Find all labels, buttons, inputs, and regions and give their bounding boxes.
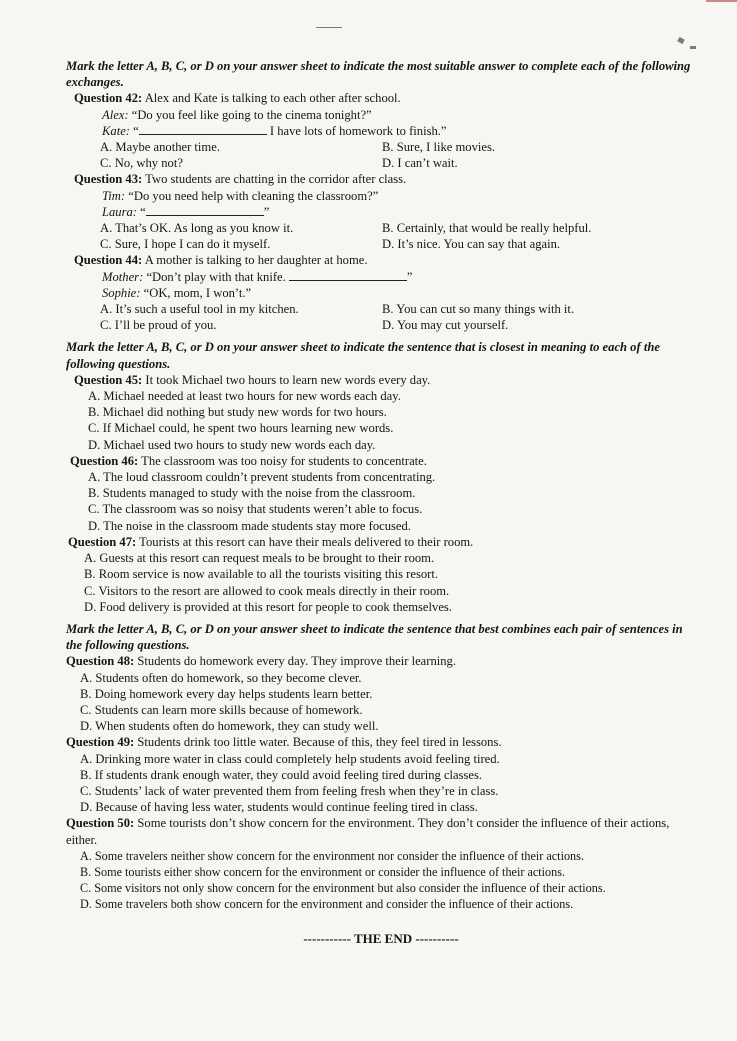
option-c: C. The classroom was so noisy that students weren’t able to focus. xyxy=(88,502,423,517)
question-label: Question 42: xyxy=(74,91,143,106)
question-42 xyxy=(66,90,696,171)
option-a: A. Some travelers neither show concern for the environment nor consider the influence of their actions. xyxy=(80,848,584,863)
answer-blank xyxy=(289,269,407,281)
dialog-speaker: Kate: xyxy=(102,123,130,138)
dialog-speaker: Laura: xyxy=(102,204,137,219)
question-43 xyxy=(66,171,696,252)
question-stem: Students drink too little water. Because of this, they feel tired in lessons. xyxy=(137,735,502,750)
dialog-line: “Don’t play with that knife. xyxy=(146,269,286,284)
question-label: Question 44: xyxy=(74,253,143,268)
question-stem: Alex and Kate is talking to each other after school. xyxy=(144,91,401,106)
option-a: A. Guests at this resort can request meals to be brought to their room. xyxy=(84,551,435,566)
option-d: D. The noise in the classroom made students stay more focused. xyxy=(88,518,411,533)
question-stem: Tourists at this resort can have their meals delivered to their room. xyxy=(139,534,474,549)
option-d: D. Because of having less water, students would continue feeling tired in class. xyxy=(80,800,478,815)
option-b: B. Students managed to study with the noise from the classroom. xyxy=(88,486,416,501)
dialog-line-end: ” xyxy=(263,204,270,219)
option-b: B. Sure, I like movies. xyxy=(382,140,496,155)
option-d: D. It’s nice. You can say that again. xyxy=(382,237,561,252)
option-b: B. Certainly, that would be really helpful. xyxy=(382,221,592,236)
option-a: A. Students often do homework, so they become clever. xyxy=(80,670,362,685)
question-label: Question 43: xyxy=(74,172,143,187)
option-c: C. If Michael could, he spent two hours learning new words. xyxy=(88,421,394,436)
dialog-line: “Do you feel like going to the cinema tonight?” xyxy=(131,107,372,122)
option-d: D. Some travelers both show concern for the environment and consider the influence of their actions. xyxy=(80,897,574,912)
question-50 xyxy=(66,815,696,912)
dialog-line: “ xyxy=(133,123,139,138)
dialog-line-end: ” xyxy=(406,269,413,284)
option-a: A. The loud classroom couldn’t prevent students from concentrating. xyxy=(88,470,436,485)
answer-blank xyxy=(146,204,264,216)
option-c: C. Some visitors not only show concern for the environment but also consider the influence of their actions. xyxy=(80,881,606,896)
question-stem: Some tourists don’t show concern for the environment. They don’t consider the influence of their actions, either. xyxy=(66,816,670,847)
question-stem: A mother is talking to her daughter at home. xyxy=(144,253,368,268)
option-d: D. Food delivery is provided at this resort for people to cook themselves. xyxy=(84,599,452,614)
question-stem: The classroom was too noisy for students to concentrate. xyxy=(141,453,427,468)
question-45 xyxy=(66,372,696,453)
question-44 xyxy=(66,252,696,333)
dialog-speaker: Alex: xyxy=(102,107,129,122)
option-b: B. You can cut so many things with it. xyxy=(382,302,575,317)
answer-blank xyxy=(139,123,267,135)
option-b: B. If students drank enough water, they could avoid feeling tired during classes. xyxy=(80,767,483,782)
option-c: C. Sure, I hope I can do it myself. xyxy=(100,237,271,252)
dialog-speaker: Tim: xyxy=(102,188,126,203)
scan-mark-corner xyxy=(677,37,685,44)
scan-mark-edge xyxy=(706,0,737,2)
question-label: Question 50: xyxy=(66,816,135,831)
dialog-speaker: Mother: xyxy=(102,269,144,284)
question-label: Question 45: xyxy=(74,372,143,387)
question-46 xyxy=(66,453,696,534)
option-c: C. Students’ lack of water prevented them from feeling fresh when they’re in class. xyxy=(80,783,499,798)
section-instruction: Mark the letter A, B, C, or D on your answer sheet to indicate the most suitable answer to complete each of the following exchanges. xyxy=(66,59,691,90)
option-b: B. Doing homework every day helps students learn better. xyxy=(80,686,373,701)
option-a: A. Maybe another time. xyxy=(100,140,220,155)
option-c: C. Students can learn more skills because of homework. xyxy=(80,702,363,717)
scan-mark-top xyxy=(316,27,342,28)
option-c: C. I’ll be proud of you. xyxy=(100,318,217,333)
option-b: B. Room service is now available to all the tourists visiting this resort. xyxy=(84,567,438,582)
question-label: Question 49: xyxy=(66,735,135,750)
scan-mark-corner-2 xyxy=(690,46,696,49)
option-d: D. I can’t wait. xyxy=(382,156,458,171)
question-label: Question 46: xyxy=(70,453,139,468)
option-d: D. You may cut yourself. xyxy=(382,318,509,333)
question-47 xyxy=(66,534,696,615)
section-instruction: Mark the letter A, B, C, or D on your answer sheet to indicate the sentence that is closest in meaning to each of the following questions. xyxy=(66,340,660,371)
option-c: C. Visitors to the resort are allowed to cook meals directly in their room. xyxy=(84,583,450,598)
question-stem: Two students are chatting in the corridor after class. xyxy=(145,172,407,187)
option-a: A. That’s OK. As long as you know it. xyxy=(100,221,294,236)
option-a: A. It’s such a useful tool in my kitchen. xyxy=(100,302,299,317)
section-instruction: Mark the letter A, B, C, or D on your answer sheet to indicate the sentence that best combines each pair of sentences in the following questions. xyxy=(66,621,683,653)
dialog-line: “Do you need help with cleaning the classroom?” xyxy=(128,188,379,203)
option-b: B. Some tourists either show concern for the environment or consider the influence of their actions. xyxy=(80,864,566,879)
question-label: Question 48: xyxy=(66,654,135,669)
option-d: D. When students often do homework, they can study well. xyxy=(80,719,379,734)
option-c: C. No, why not? xyxy=(100,156,183,171)
exam-content xyxy=(66,55,696,947)
question-stem: It took Michael two hours to learn new words every day. xyxy=(145,372,431,387)
option-b: B. Michael did nothing but study new words for two hours. xyxy=(88,405,387,420)
dialog-speaker: Sophie: xyxy=(102,285,141,300)
question-stem: Students do homework every day. They improve their learning. xyxy=(137,654,457,669)
dialog-line-end: I have lots of homework to finish.” xyxy=(266,123,447,138)
question-49 xyxy=(66,734,696,815)
dialog-line: “OK, mom, I won’t.” xyxy=(143,285,252,300)
option-a: A. Drinking more water in class could completely help students avoid feeling tired. xyxy=(80,751,500,766)
question-label: Question 47: xyxy=(68,534,137,549)
option-d: D. Michael used two hours to study new words each day. xyxy=(88,437,376,452)
the-end-footer: ----------- THE END ---------- xyxy=(303,930,459,946)
question-48 xyxy=(66,653,696,734)
option-a: A. Michael needed at least two hours for new words each day. xyxy=(88,389,401,404)
dialog-line: “ xyxy=(140,204,146,219)
